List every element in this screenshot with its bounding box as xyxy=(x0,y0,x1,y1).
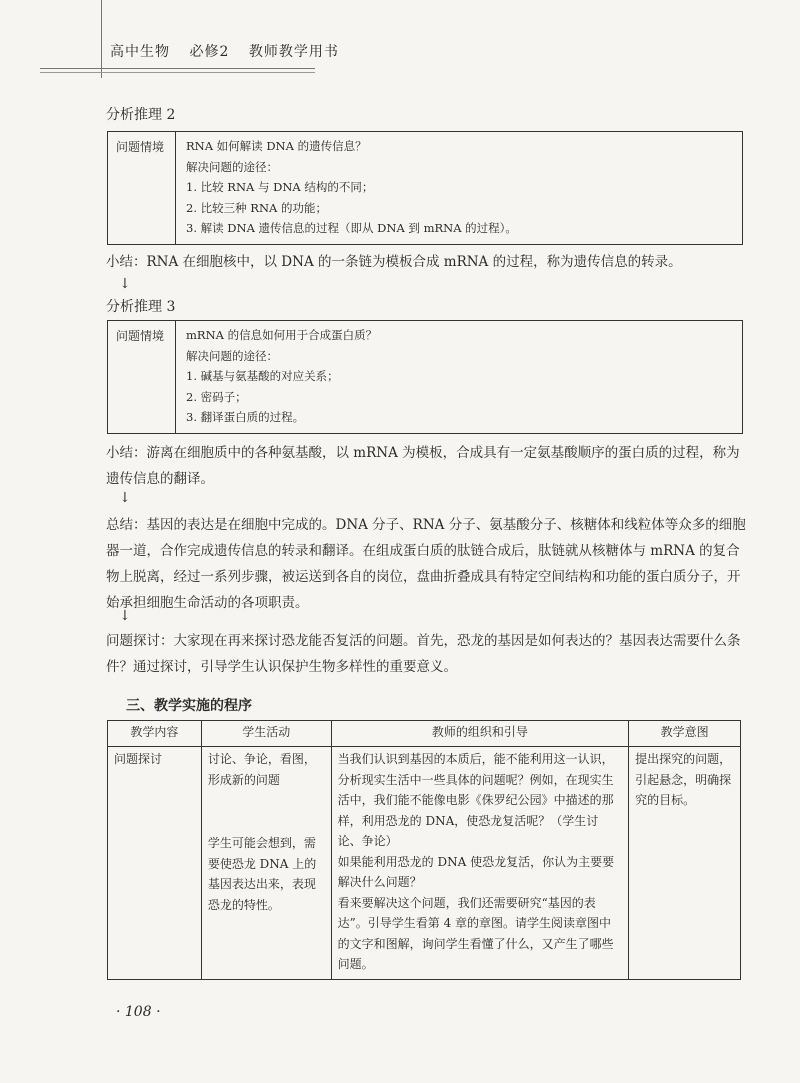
problem-content xyxy=(176,132,742,244)
section-title-reasoning-2: 分析推理 2 xyxy=(106,107,176,123)
flow-arrow-icon: ↓ xyxy=(119,490,131,506)
problem-line: 2. 比较三种 RNA 的功能； xyxy=(186,200,327,215)
table-header-row xyxy=(108,721,741,747)
flow-arrow-icon: ↓ xyxy=(119,608,131,624)
problem-line: 解决问题的途径： xyxy=(186,348,278,363)
teacher-guide-2: 如果能利用恐龙的 DNA 使恐龙复活，你认为主要要解决什么问题？ xyxy=(337,854,615,889)
problem-line: 解决问题的途径： xyxy=(186,159,278,174)
problem-line: 2. 密码子； xyxy=(186,389,247,404)
margin-vertical-rule xyxy=(101,0,102,78)
cell-teacher xyxy=(331,747,628,980)
header-module: 必修2 xyxy=(189,44,230,60)
teacher-guide-3: 看来要解决这个问题，我们还需要研究“基因的表达”。引导学生看第 4 章的章图。请学生阅读章图中的文字和图解，询问学生看懂了什么，又产生了哪些问题。 xyxy=(337,895,614,971)
problem-line: 3. 解读 DNA 遗传信息的过程（即从 DNA 到 mRNA 的过程）。 xyxy=(186,221,517,235)
cell-student xyxy=(201,747,331,980)
problem-line: 3. 翻译蛋白质的过程。 xyxy=(186,410,305,424)
col-header: 学生活动 xyxy=(201,721,331,747)
teacher-guide-1: 当我们认识到基因的本质后，能不能利用这一认识，分析现实生活中一些具体的问题呢？例如，在现实生活中，我们能不能像电影《侏罗纪公园》中描述的那样，利用恐龙的 DNA，使恐龙复活呢？（学生讨论、争论） xyxy=(337,752,614,848)
running-header xyxy=(110,41,353,61)
problem-line: 1. 碱基与氨基酸的对应关系； xyxy=(186,369,339,383)
procedure-table xyxy=(107,720,741,980)
header-book: 高中生物 xyxy=(110,44,170,60)
student-activity-1: 讨论、争论，看图，形成新的问题 xyxy=(207,752,316,787)
header-rule-2 xyxy=(40,72,315,73)
section-title-reasoning-3: 分析推理 3 xyxy=(106,299,176,315)
col-header: 教学内容 xyxy=(108,721,202,747)
problem-label: 问题情境 xyxy=(108,132,176,244)
header-rule xyxy=(40,68,315,69)
problem-line: mRNA 的信息如何用于合成蛋白质？ xyxy=(186,328,378,342)
problem-box-3 xyxy=(107,320,743,434)
col-header: 教学意图 xyxy=(629,721,741,747)
page-number: · 108 · xyxy=(116,1004,161,1020)
problem-label: 问题情境 xyxy=(108,321,176,433)
problem-line: 1. 比较 RNA 与 DNA 结构的不同； xyxy=(186,180,374,194)
conclusion: 总结：基因的表达是在细胞中完成的。DNA 分子、RNA 分子、氨基酸分子、核糖体和线粒体等众多的细胞器一道，合作完成遗传信息的转录和翻译。在组成蛋白质的肽链合成后，肽链就从核糖体与 mRNA 的复合物上脱离，经过一系列步骤，被运送到各自的岗位，盘曲折叠成具有特定空间结构和功能的蛋白质分子，开始承担细胞生命活动的各项职责。 xyxy=(106,517,746,611)
student-activity-2: 学生可能会想到，需要使恐龙 DNA 上的基因表达出来，表现恐龙的特性。 xyxy=(207,836,317,912)
col-header: 教师的组织和引导 xyxy=(331,721,628,747)
summary-3: 小结：游离在细胞质中的各种氨基酸，以 mRNA 为模板，合成具有一定氨基酸顺序的蛋白质的过程，称为遗传信息的翻译。 xyxy=(106,445,740,487)
header-type: 教师教学用书 xyxy=(248,44,339,60)
cell-content: 问题探讨 xyxy=(108,747,202,980)
question-discussion: 问题探讨：大家现在再来探讨恐龙能否复活的问题。首先，恐龙的基因是如何表达的？基因表达需要什么条件？通过探讨，引导学生认识保护生物多样性的重要意义。 xyxy=(106,633,741,675)
problem-box-2 xyxy=(107,131,743,245)
flow-arrow-icon: ↓ xyxy=(119,276,131,292)
summary-2: 小结：RNA 在细胞核中，以 DNA 的一条链为模板合成 mRNA 的过程，称为遗传信息的转录。 xyxy=(106,254,682,270)
problem-line: RNA 如何解读 DNA 的遗传信息？ xyxy=(186,139,367,153)
section-3-title: 三、教学实施的程序 xyxy=(126,698,252,714)
table-row xyxy=(108,747,741,980)
cell-intent: 提出探究的问题，引起悬念，明确探究的目标。 xyxy=(629,747,741,980)
problem-content xyxy=(176,321,742,433)
